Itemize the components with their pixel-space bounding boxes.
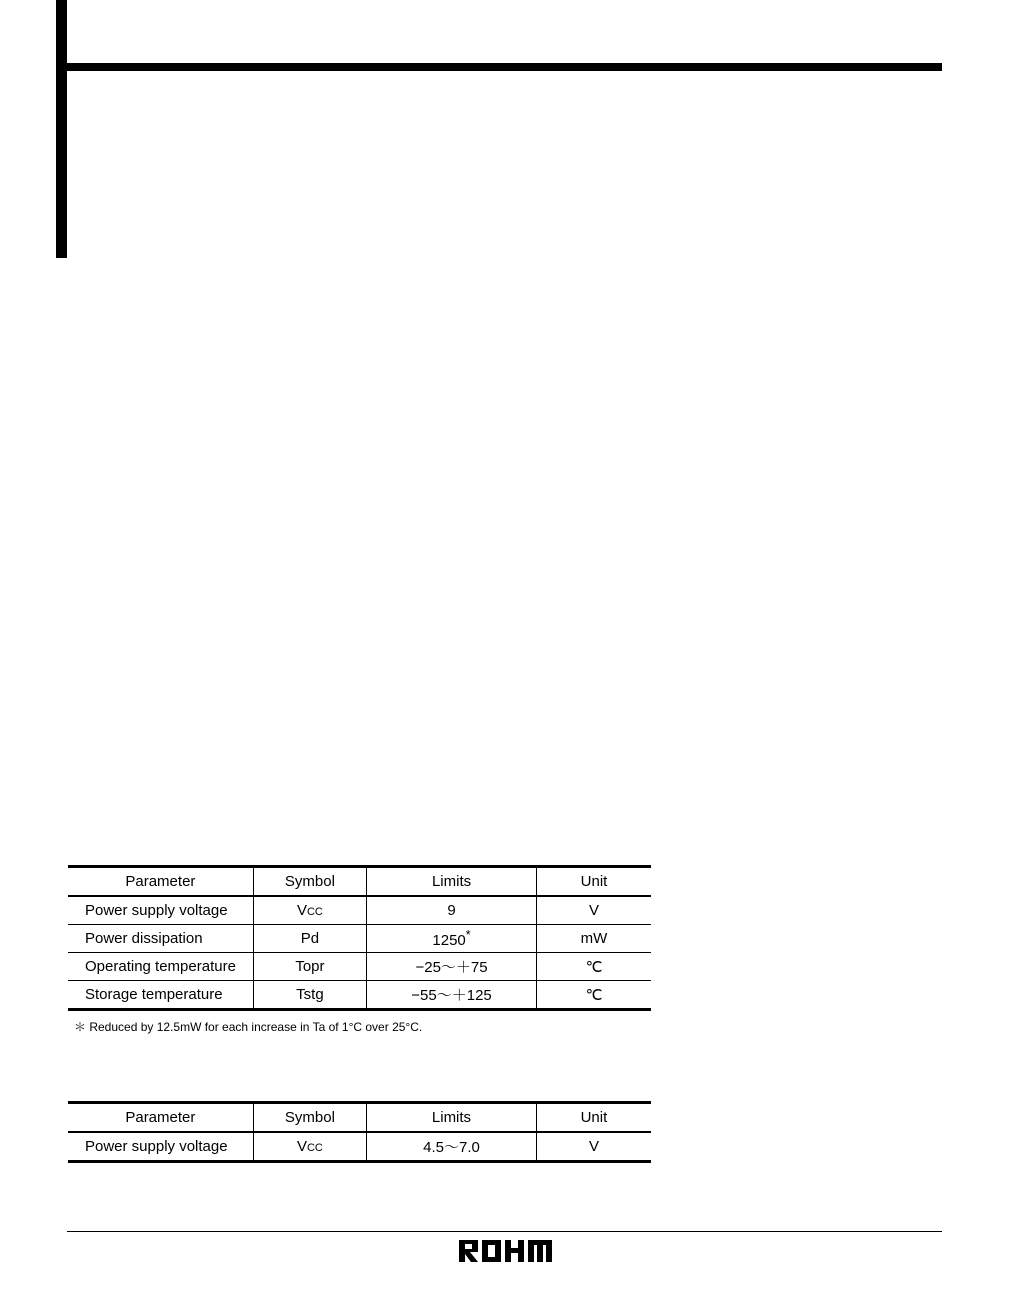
table-row	[68, 953, 651, 981]
header-symbol: Symbol	[253, 867, 366, 897]
footnote-mark: *	[465, 928, 471, 942]
header-unit: Unit	[536, 1103, 651, 1133]
parameter-cell: Power supply voltage	[85, 902, 228, 919]
left-margin-bar	[56, 0, 67, 258]
symbol-subscript: CC	[306, 906, 323, 918]
rohm-logo-icon	[459, 1240, 552, 1262]
table-footnote: ＊ Reduced by 12.5mW for each increase in Ta of 1°C over 25°C.	[74, 1020, 423, 1034]
header-limits: Limits	[367, 1103, 537, 1133]
symbol-subscript: CC	[306, 1142, 323, 1154]
table-header-row	[68, 867, 651, 897]
symbol-cell	[253, 896, 366, 925]
parameter-cell: Power dissipation	[85, 930, 203, 947]
header-parameter: Parameter	[125, 1109, 196, 1126]
symbol-text: V	[296, 902, 307, 919]
table-row	[68, 896, 651, 925]
unit-cell: ℃	[537, 981, 651, 1010]
symbol-text: V	[296, 1138, 307, 1155]
limits-cell: 9	[367, 896, 537, 925]
recommended-operating-conditions-table	[68, 1101, 651, 1163]
header-unit: Unit	[537, 867, 651, 897]
footer-rule	[67, 1231, 942, 1232]
symbol-cell	[253, 1132, 366, 1162]
symbol-cell: Tstg	[253, 981, 366, 1010]
parameter-cell: Storage temperature	[85, 986, 223, 1003]
limits-cell: −25～＋75	[367, 953, 537, 981]
header-limits: Limits	[367, 867, 537, 897]
symbol-cell: Pd	[253, 925, 366, 953]
absolute-maximum-ratings-table	[68, 865, 651, 1011]
table-header-row	[68, 1103, 651, 1133]
unit-cell: ℃	[537, 953, 651, 981]
parameter-cell: Power supply voltage	[85, 1138, 228, 1155]
header-symbol: Symbol	[253, 1103, 366, 1133]
limits-cell	[367, 925, 537, 953]
header-parameter: Parameter	[125, 873, 196, 890]
unit-cell: V	[536, 1132, 651, 1162]
limits-text: 1250	[432, 932, 466, 949]
table-row	[68, 1132, 651, 1162]
header-rule	[67, 63, 942, 71]
unit-cell: V	[537, 896, 651, 925]
table-row	[68, 925, 651, 953]
parameter-cell: Operating temperature	[85, 958, 236, 975]
limits-cell: −55～＋125	[367, 981, 537, 1010]
limits-cell: 4.5～7.0	[367, 1132, 537, 1162]
table-row	[68, 981, 651, 1010]
unit-cell: mW	[537, 925, 651, 953]
symbol-cell: Topr	[253, 953, 366, 981]
